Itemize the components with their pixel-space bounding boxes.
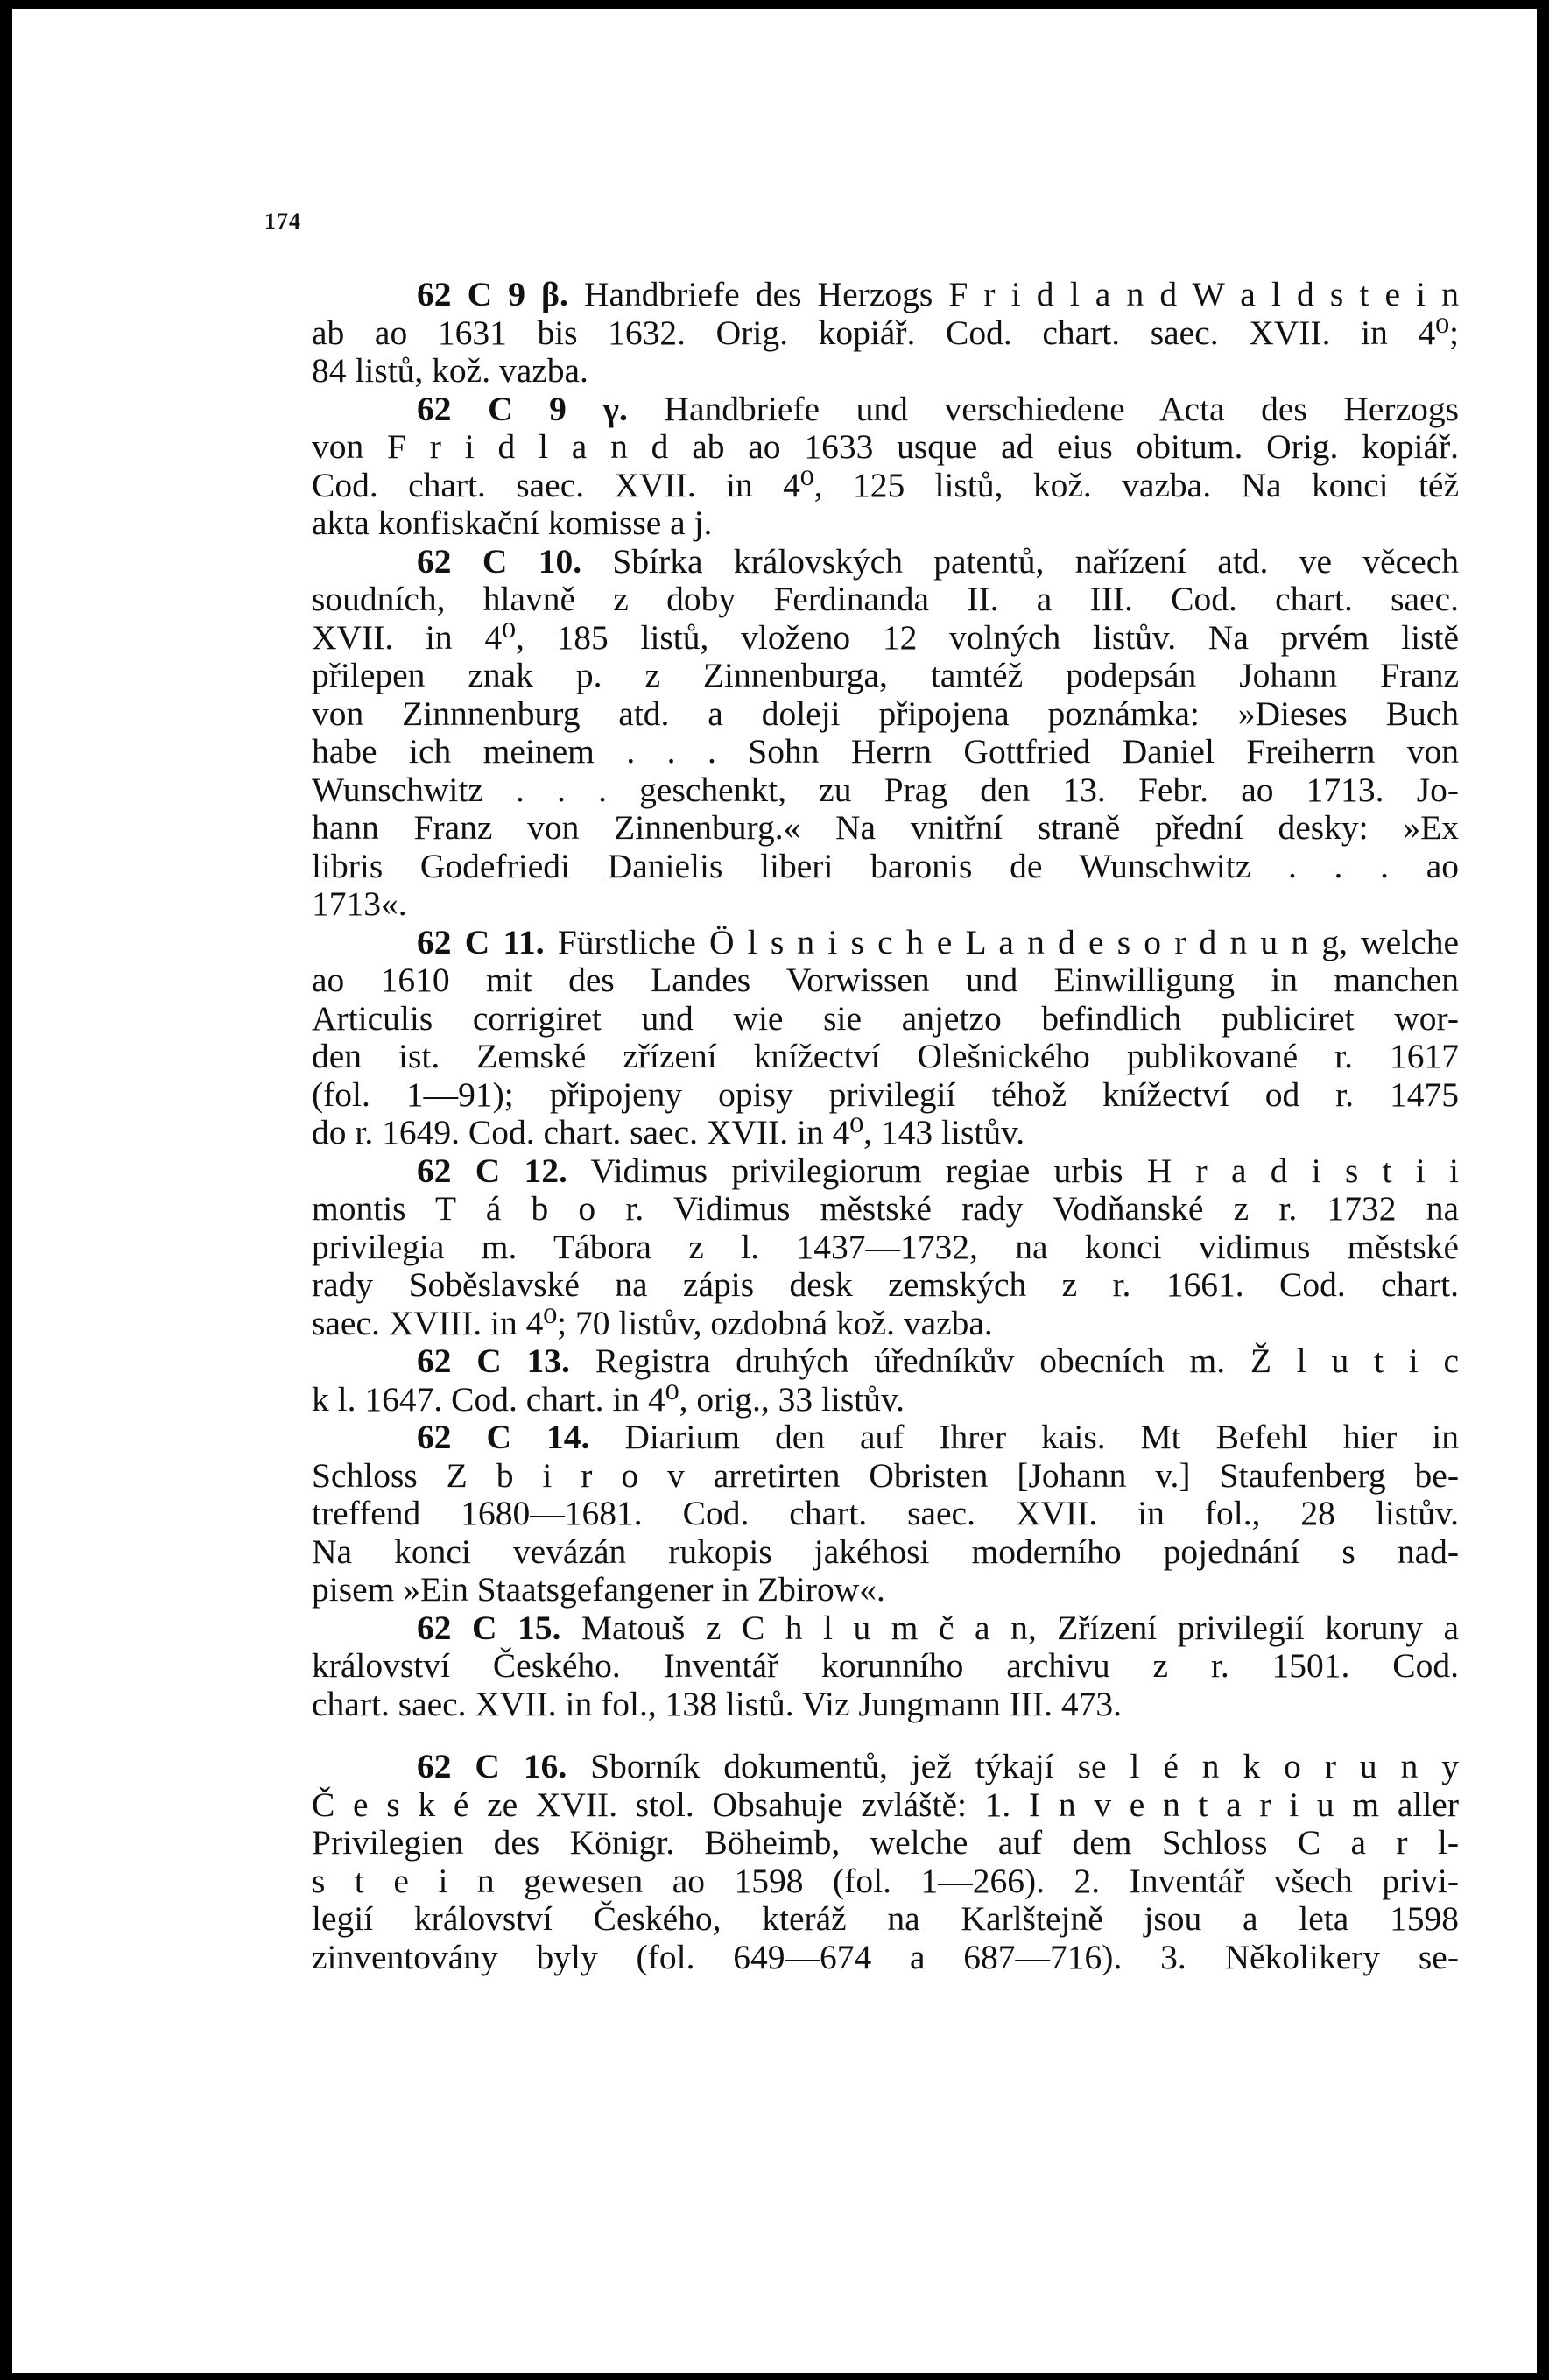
entry-line: (fol. 1—91); připojeny opisy privilegií téhož knížectví od r. 1475 <box>312 1074 1459 1114</box>
entry-line: Wunschwitz . . . geschenkt, zu Prag den 13. Febr. ao 1713. Jo- <box>312 770 1459 809</box>
entry-line: treffend 1680—1681. Cod. chart. saec. XVII. in fol., 28 listův. <box>312 1494 1459 1532</box>
entry-line: 62 C 9 β. Handbriefe des Herzogs F r i d l a n d W a l d s t e i n <box>417 275 1459 313</box>
entry-line: s t e i n gewesen ao 1598 (fol. 1—266). 2. Inventář všech privi- <box>312 1861 1459 1900</box>
entry-line: království Českého. Inventář korunního archivu z r. 1501. Cod. <box>312 1646 1459 1685</box>
entry-line: 62 C 9 γ. Handbriefe und verschiedene Acta des Herzogs <box>417 389 1459 428</box>
entry-signature: 62 C 9 γ. <box>417 389 628 428</box>
entry-line: saec. XVIII. in 4⁰; 70 listův, ozdobná kož. vazba. <box>312 1303 993 1342</box>
entry-line: hann Franz von Zinnenburg.« Na vnitřní straně přední desky: »Ex <box>312 808 1459 847</box>
entry-line: privilegia m. Tábora z l. 1437—1732, na konci vidimus městské <box>312 1227 1459 1266</box>
entry-signature: 62 C 14. <box>417 1418 590 1456</box>
entry-line: von Zinnnenburg atd. a doleji připojena poznámka: »Dieses Buch <box>312 694 1459 733</box>
entry-line: zinventovány byly (fol. 649—674 a 687—716). 3. Několikery se- <box>312 1937 1459 1976</box>
paragraph-gap <box>312 1723 1459 1748</box>
entry-line: habe ich meinem . . . Sohn Herrn Gottfried Daniel Freiherrn von <box>312 732 1459 771</box>
entry-signature: 62 C 15. <box>417 1608 561 1647</box>
entry-line: Č e s k é ze XVII. stol. Obsahuje zvláště: 1. I n v e n t a r i u m aller <box>312 1785 1459 1824</box>
entry-signature: 62 C 16. <box>417 1747 567 1785</box>
catalog-text <box>312 276 1459 1976</box>
entry-line: ab ao 1631 bis 1632. Orig. kopiář. Cod. chart. saec. XVII. in 4⁰; <box>312 313 1459 352</box>
catalog-entry-62c13 <box>312 1342 1459 1419</box>
catalog-entry-62c15 <box>312 1609 1459 1724</box>
entry-signature: 62 C 10. <box>417 541 582 581</box>
entry-line: libris Godefriedi Danielis liberi baronis de Wunschwitz . . . ao <box>312 846 1459 885</box>
entry-line: ao 1610 mit des Landes Vorwissen und Einwilligung in manchen <box>312 961 1459 999</box>
entry-line: montis T á b o r. Vidimus městské rady Vodňanské z r. 1732 na <box>312 1189 1459 1228</box>
entry-line: Na konci vevázán rukopis jakéhosi moderního pojednání s nad- <box>312 1532 1459 1571</box>
entry-line: Privilegien des Königr. Böheimb, welche auf dem Schloss C a r l- <box>312 1823 1459 1862</box>
entry-line: 62 C 10. Sbírka královských patentů, nařízení atd. ve věcech <box>417 541 1460 581</box>
entry-line: do r. 1649. Cod. chart. saec. XVII. in 4⁰, 143 listův. <box>312 1113 1025 1151</box>
catalog-entry-62c12 <box>312 1152 1459 1343</box>
entry-line: legií království Českého, kteráž na Karlštejně jsou a leta 1598 <box>312 1899 1459 1938</box>
entry-line: XVII. in 4⁰, 185 listů, vloženo 12 volných listův. Na prvém listě <box>312 617 1459 657</box>
entry-line: 62 C 11. Fürstliche Ö l s n i s c h e L a n d e s o r d n u n g, welche <box>417 922 1459 961</box>
entry-signature: 62 C 11. <box>417 922 545 961</box>
catalog-entry-62c10 <box>312 543 1459 924</box>
entry-line: 62 C 12. Vidimus privilegiorum regiae urbis H r a d i s t i i <box>417 1151 1459 1190</box>
entry-line: k l. 1647. Cod. chart. in 4⁰, orig., 33 listův. <box>312 1379 905 1419</box>
entry-line: chart. saec. XVII. in fol., 138 listů. Viz Jungmann III. 473. <box>312 1684 1122 1723</box>
entry-line: soudních, hlavně z doby Ferdinanda II. a III. Cod. chart. saec. <box>312 580 1459 618</box>
entry-line: 84 listů, kož. vazba. <box>312 351 588 390</box>
entry-line: Cod. chart. saec. XVII. in 4⁰, 125 listů, kož. vazba. Na konci též <box>312 465 1459 504</box>
entry-line: přilepen znak p. z Zinnenburga, tamtéž podepsán Johann Franz <box>312 656 1459 694</box>
entry-line: Articulis corrigiret und wie sie anjetzo befindlich publiciret wor- <box>312 998 1459 1038</box>
catalog-entry-62c9-beta <box>312 276 1459 391</box>
catalog-entry-62c9-gamma <box>312 391 1459 543</box>
entry-line: 62 C 13. Registra druhých úředníkův obecních m. Ž l u t i c <box>417 1341 1460 1380</box>
entry-line: den ist. Zemské zřízení knížectví Olešnického publikované r. 1617 <box>312 1037 1459 1075</box>
document-page <box>12 9 1537 2373</box>
catalog-entry-62c16 <box>312 1748 1459 1976</box>
entry-line: 1713«. <box>312 884 407 923</box>
page-number: 174 <box>264 208 301 234</box>
entry-signature: 62 C 12. <box>417 1151 567 1190</box>
entry-line: 62 C 14. Diarium den auf Ihrer kais. Mt Befehl hier in <box>417 1418 1460 1456</box>
entry-line: 62 C 15. Matouš z C h l u m č a n, Zřízení privilegií koruny a <box>417 1608 1460 1647</box>
catalog-entry-62c14 <box>312 1419 1459 1609</box>
entry-line: rady Soběslavské na zápis desk zemských z r. 1661. Cod. chart. <box>312 1265 1459 1304</box>
entry-line: pisem »Ein Staatsgefangener in Zbirow«. <box>312 1570 885 1609</box>
entry-line: akta konfiskační komisse a j. <box>312 503 713 542</box>
entry-line: Schloss Z b i r o v arretirten Obristen [Johann v.] Staufenberg be- <box>312 1455 1459 1495</box>
entry-line: von F r i d l a n d ab ao 1633 usque ad eius obitum. Orig. kopiář. <box>312 427 1459 466</box>
catalog-entry-62c11 <box>312 924 1459 1152</box>
entry-signature: 62 C 9 β. <box>417 275 568 313</box>
entry-signature: 62 C 13. <box>417 1341 570 1380</box>
entry-line: 62 C 16. Sborník dokumentů, jež týkají se l é n k o r u n y <box>417 1747 1460 1785</box>
